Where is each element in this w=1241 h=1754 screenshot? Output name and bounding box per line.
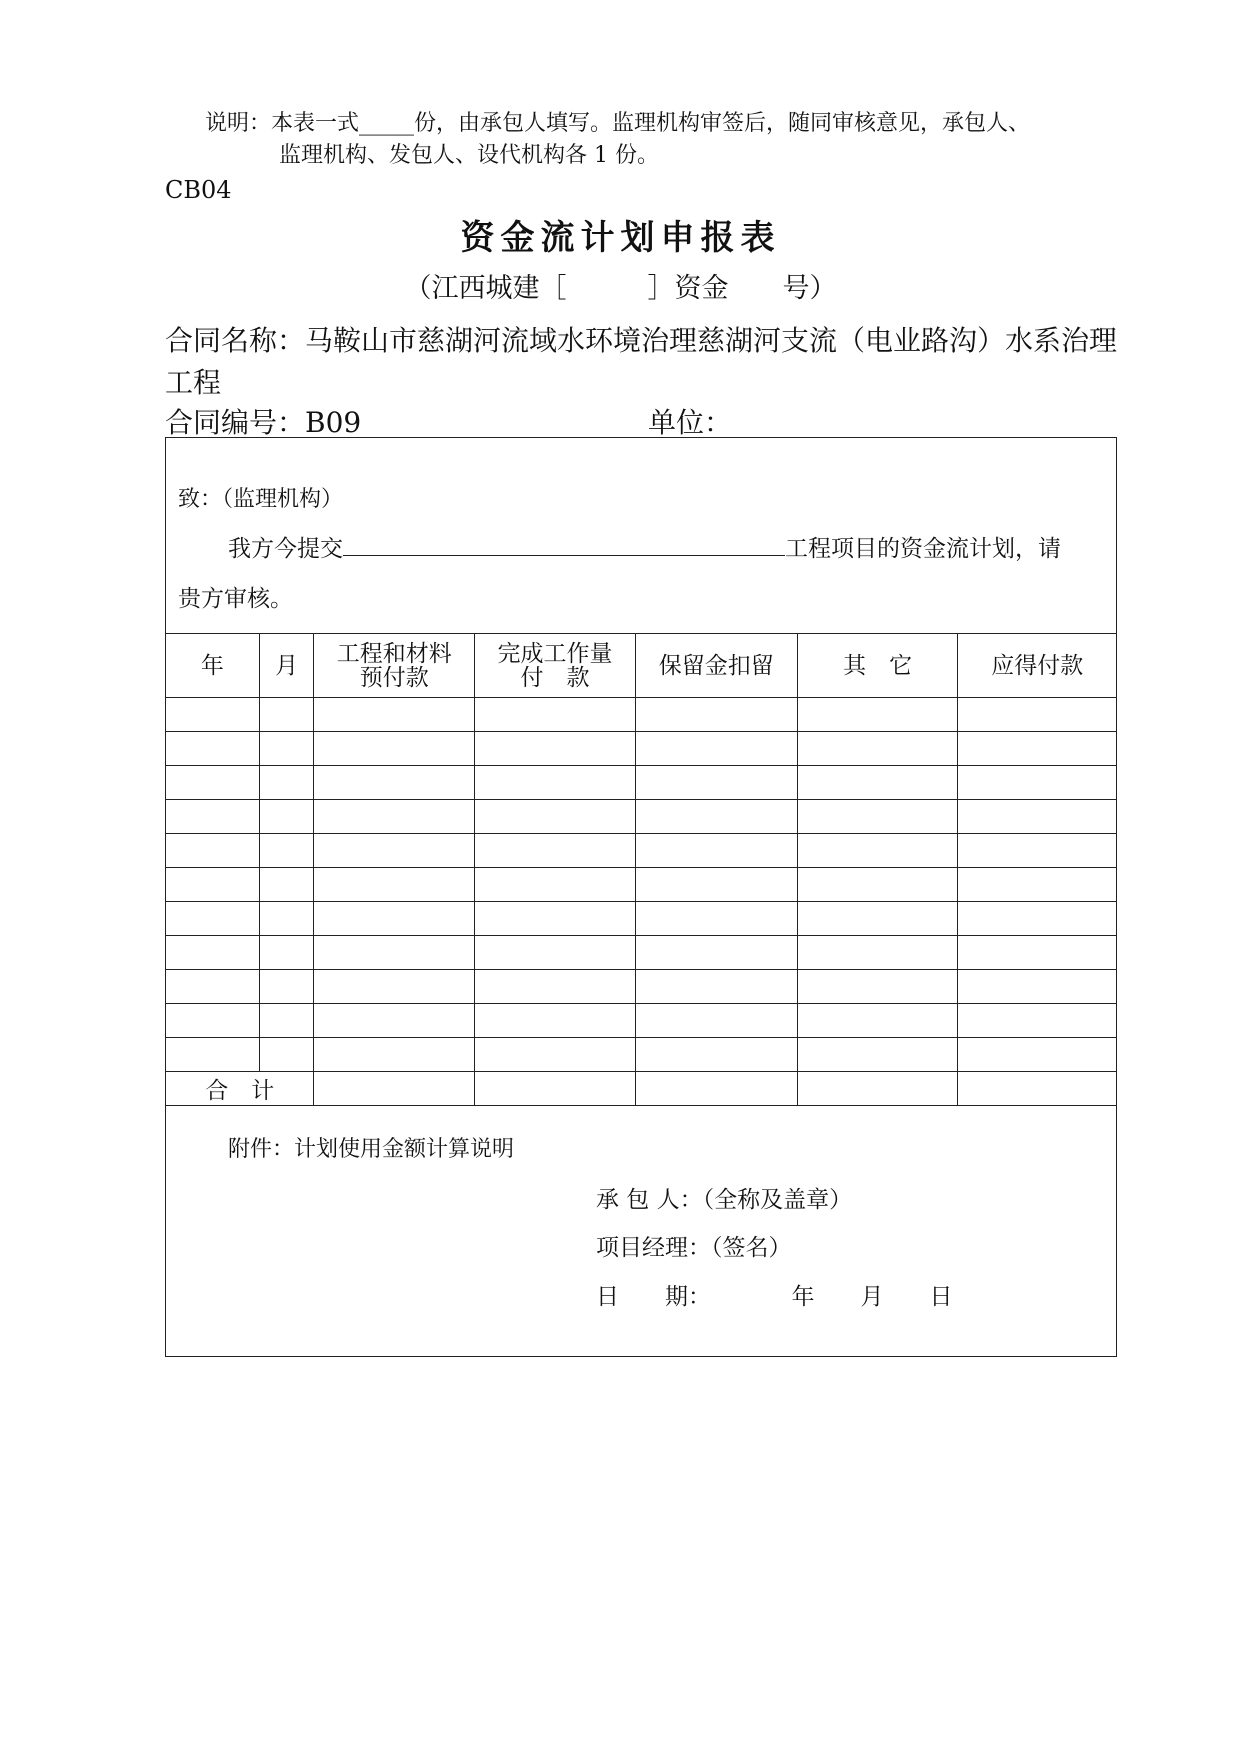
table-row xyxy=(166,732,1117,766)
table-row xyxy=(166,766,1117,800)
manager-signature: 项目经理：（签名） xyxy=(596,1235,792,1261)
form-code: CB04 xyxy=(165,176,232,204)
form-subtitle: （江西城建［ ］资金 号） xyxy=(404,273,837,304)
date-line: 日 期： 年 月 日 xyxy=(596,1284,953,1310)
submission-line xyxy=(228,530,1061,563)
contract-name: 合同名称：马鞍山市慈湖河流域水环境治理慈湖河支流（电业路沟）水系治理工程 xyxy=(165,324,1118,399)
table-row xyxy=(166,970,1117,1004)
cash-flow-table xyxy=(165,633,1117,1106)
form-title: 资金流计划申报表 xyxy=(460,218,781,258)
table-header-row xyxy=(166,634,1117,698)
table-row xyxy=(166,1004,1117,1038)
header-payable: 应得付款 xyxy=(958,634,1117,698)
contract-number: 合同编号：B09 xyxy=(165,406,362,439)
table-row xyxy=(166,868,1117,902)
header-retention: 保留金扣留 xyxy=(635,634,797,698)
project-name-blank[interactable] xyxy=(343,533,785,556)
header-month: 月 xyxy=(259,634,314,698)
header-year: 年 xyxy=(166,634,260,698)
submission-line-2: 贵方审核。 xyxy=(178,586,293,612)
unit-label: 单位： xyxy=(648,406,733,439)
note-line-1: 说明：本表一式_____份，由承包人填写。监理机构审签后，随同审核意见，承包人、 xyxy=(205,111,1031,136)
instruction-note xyxy=(205,108,1030,172)
submission-prefix: 我方今提交 xyxy=(228,536,343,562)
total-row xyxy=(166,1072,1117,1106)
table-row xyxy=(166,800,1117,834)
table-row xyxy=(166,902,1117,936)
header-work-payment: 完成工作量 付 款 xyxy=(475,634,636,698)
total-label: 合 计 xyxy=(166,1072,314,1106)
addressee-line: 致：（监理机构） xyxy=(178,487,344,512)
table-row xyxy=(166,936,1117,970)
header-other: 其 它 xyxy=(797,634,958,698)
contractor-signature: 承 包 人：（全称及盖章） xyxy=(596,1187,853,1213)
note-line-2: 监理机构、发包人、设代机构各 1 份。 xyxy=(279,143,659,168)
form-frame xyxy=(165,437,1117,1357)
table-row xyxy=(166,698,1117,732)
attachment-note: 附件：计划使用金额计算说明 xyxy=(228,1137,515,1162)
submission-suffix: 工程项目的资金流计划，请 xyxy=(785,536,1061,562)
header-advance-payment: 工程和材料 预付款 xyxy=(314,634,475,698)
table-row xyxy=(166,834,1117,868)
table-row xyxy=(166,1038,1117,1072)
